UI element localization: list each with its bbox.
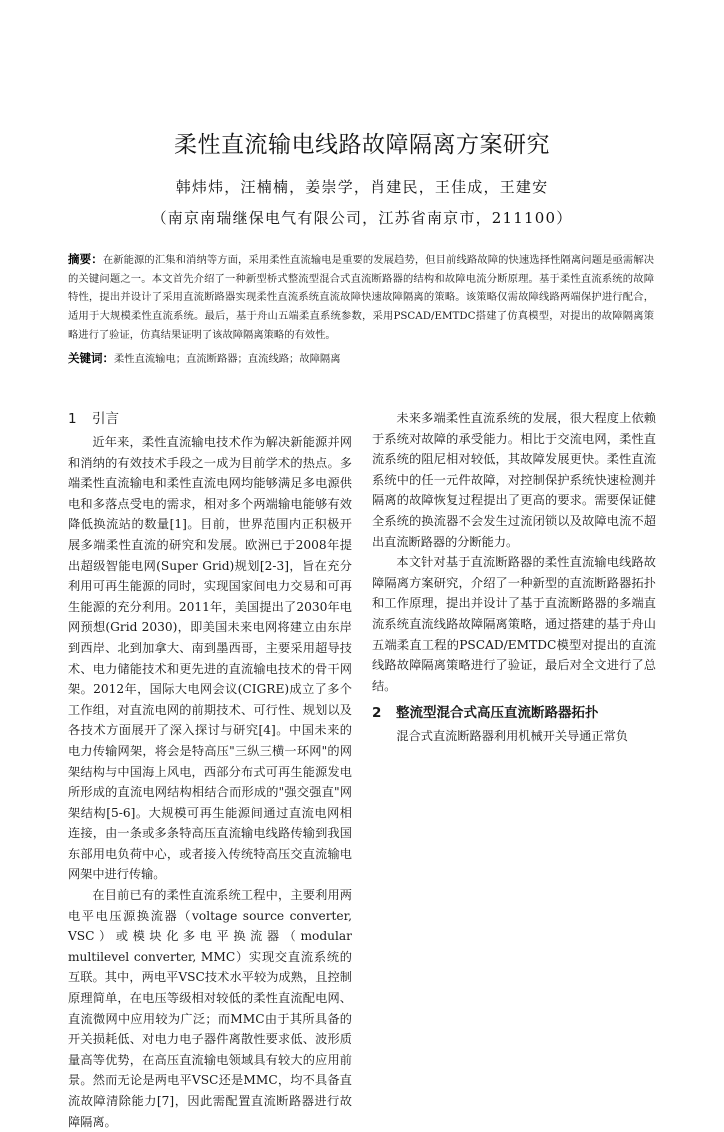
keywords-label: 关键词： [68, 351, 114, 365]
paper-affiliation: （南京南瑞继保电气有限公司，江苏省南京市，211100） [151, 209, 573, 227]
section1-paragraph-4: 本文针对基于直流断路器的柔性直流输电线路故障隔离方案研究，介绍了一种新型的直流断路器拓扑和工作原理，提出并设计了基于直流断路器的多端直流系统直流线路故障隔离策略，通过搭建的基于舟山五端柔直工程的PSCAD/EMTDC模型对提出的直流线路故障隔离策略进行了验证，最后对全文进行了总结。 [372, 555, 656, 693]
section1-paragraph-1: 近年来，柔性直流输电技术作为解决新能源并网和消纳的有效技术手段之一成为目前学术的热点。多端柔性直流输电和柔性直流电网均能够满足多电源供电和多落点受电的需求，相对多个两端输电能够有效降低换流站的数量[1]。目前，世界范围内正积极开展多端柔性直流的研究和发展。欧洲已于2008年提出超级智能电网(Super Grid)规划[2-3]，旨在充分利用可再生能源的同时，实现国家间电力交易和可再生能源的充分利用。2011年，美国提出了2030年电网预想(Grid 2030)，即美国未来电网将建立由东岸到西岸、北到加拿大、南到墨西哥，主要采用超导技术、电力储能技术和更先进的直流输电技术的骨干网架。2012年，国际大电网会议(CIGRE)成立了多个工作组，对直流电网的前期技术、可行性、规划以及各技术方面展开了深入探讨与研究[4]。中国未来的电力传输网架，将会是特高压"三纵三横一环网"的网架结构与中国海上风电，西部分布式可再生能源发电所形成的直流电网结构相结合而形成的"强交强直"网架结构[5-6]。大规模可再生能源间通过直流电网相连接，由一条或多条特高压直流输电线路传输到我国东部用电负荷中心，或者接入传统特高压交直流输电网架中进行传输。 [68, 435, 352, 882]
abstract-label: 摘要： [68, 252, 103, 266]
abstract-text: 在新能源的汇集和消纳等方面，采用柔性直流输电是重要的发展趋势，但目前线路故障的快速选择性隔离问题是亟需解决的关键问题之一。本文首先介绍了一种新型桥式整流型混合式直流断路器的结构和故障电流分断原理。基于柔性直流系统的故障特性，提出并设计了采用直流断路器实现柔性直流系统直流故障快速故障隔离的策略。该策略仅需故障线路两端保护进行配合，适用于大规模柔性直流系统。最后，基于舟山五端柔直系统参数，采用PSCAD/EMTDC搭建了仿真模型，对提出的故障隔离策略进行了验证，仿真结果证明了该故障隔离策略的有效性。 [68, 254, 655, 341]
section1-heading [68, 408, 352, 430]
section1-title: 引言 [92, 411, 119, 427]
right-column [372, 408, 656, 747]
section2-number: 2 [372, 705, 382, 722]
section2-title: 整流型混合式高压直流断路器拓扑 [396, 705, 599, 722]
section1-paragraph-2: 在目前已有的柔性直流系统工程中，主要利用两电平电压源换流器（voltage source converter, VSC）或模块化多电平换流器（modular multilevel converter, MMC）实现交直流系统的互联。其中，两电平VSC技术水平较为成熟，且控制原理简单，在电压等级相对较低的柔性直流配电网、直流微网中应用较为广泛；而MMC由于其所具备的开关损耗低、对电力电子器件离散性要求低、波形质量高等优势，在高压直流输电领域具有较大的应用前景。然而无论是两电平VSC还是MMC，均不具备直流故障清除能力[7]，因此需配置直流断路器进行故障隔离。 [68, 888, 352, 1129]
section1-number: 1 [68, 411, 77, 427]
section1-paragraph-3: 未来多端柔性直流系统的发展，很大程度上依赖于系统对故障的承受能力。相比于交流电网，柔性直流系统的阻尼相对较低，其故障发展更快。柔性直流系统中的任一元件故障，对控制保护系统快速检测并隔离的故障恢复过程提出了更高的要求。需要保证健全系统的换流器不会发生过流闭锁以及故障电流不超出直流断路器的分断能力。 [372, 411, 656, 549]
keywords-text: 柔性直流输电；直流断路器；直流线路；故障隔离 [114, 353, 341, 365]
paper-title: 柔性直流输电线路故障隔离方案研究 [174, 132, 550, 158]
section2-heading [372, 702, 656, 724]
abstract [68, 250, 654, 345]
section2-paragraph-1: 混合式直流断路器利用机械开关导通正常负 [396, 729, 628, 744]
paper-authors: 韩炜炜，汪楠楠，姜崇学，肖建民，王佳成，王建安 [175, 178, 549, 196]
keywords [68, 349, 654, 368]
left-column [68, 408, 352, 1132]
